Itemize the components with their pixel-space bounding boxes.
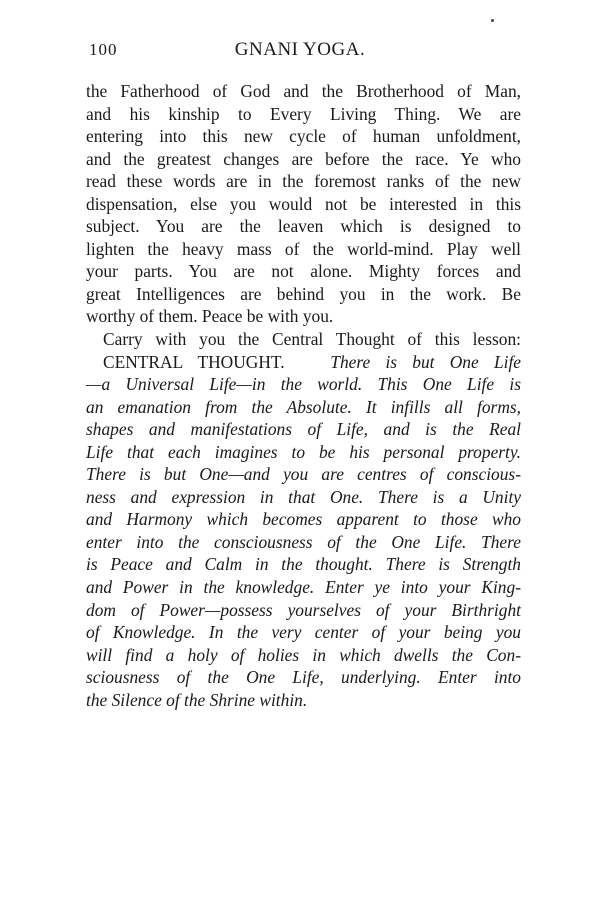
text-line: great Intelligences are behind you in the work. Be xyxy=(86,283,521,304)
text-line: shapes and manifestations of Life, and is the Real xyxy=(86,419,521,440)
text-line: and the greatest changes are before the race. Ye who xyxy=(86,148,521,169)
page-body xyxy=(86,80,521,711)
text-line: an emanation from the Absolute. It infills all forms, xyxy=(86,396,521,417)
paragraph-closing xyxy=(86,80,521,328)
text-line: will find a holy of holies in which dwells the Con- xyxy=(86,644,521,665)
text-line: There is but One—and you are centres of conscious- xyxy=(86,464,521,485)
text-line: worthy of them. Peace be with you. xyxy=(86,306,334,327)
text-line: dispensation, else you would not be interested in this xyxy=(86,193,521,214)
text-line: dom of Power—possess yourselves of your Birthright xyxy=(86,599,521,620)
text-line: the Fatherhood of God and the Brotherhood of Man, xyxy=(86,81,521,101)
central-thought-lead-line xyxy=(86,351,521,374)
paragraph-central-thought xyxy=(86,351,521,712)
text-line: read these words are in the foremost ranks of the new xyxy=(86,171,521,192)
scan-speck xyxy=(491,19,494,22)
text-line: sciousness of the One Life, underlying. Enter into xyxy=(86,667,521,688)
central-thought-label: CENTRAL THOUGHT. xyxy=(103,351,285,372)
text-line: and Harmony which becomes apparent to those who xyxy=(86,509,521,530)
running-title: GNANI YOGA. xyxy=(234,39,366,60)
text-line: —a Universal Life—in the world. This One Life is xyxy=(86,374,521,395)
text-line: lighten the heavy mass of the world-mind. Play well xyxy=(86,238,521,259)
page-number: 100 xyxy=(89,40,118,59)
text-line: enter into the consciousness of the One Life. There xyxy=(86,531,521,552)
text-line: entering into this new cycle of human unfoldment, xyxy=(86,126,521,147)
text-line: and Power in the knowledge. Enter ye into your King- xyxy=(86,577,521,598)
text-line: is Peace and Calm in the thought. There is Strength xyxy=(86,554,521,575)
text-line: Carry with you the Central Thought of this lesson: xyxy=(103,329,521,350)
text-line: of Knowledge. In the very center of your being you xyxy=(86,622,521,643)
text-line: subject. You are the leaven which is designed to xyxy=(86,216,521,237)
text-line: the Silence of the Shrine within. xyxy=(86,689,308,710)
text-italic: There is but One Life xyxy=(330,351,522,372)
text-line: Life that each imagines to be his personal property. xyxy=(86,441,521,462)
paragraph-carry xyxy=(86,328,521,351)
text-line: and his kinship to Every Living Thing. We are xyxy=(86,103,521,124)
text-line: your parts. You are not alone. Mighty forces and xyxy=(86,261,521,282)
text-line: ness and expression in that One. There is a Unity xyxy=(86,486,521,507)
